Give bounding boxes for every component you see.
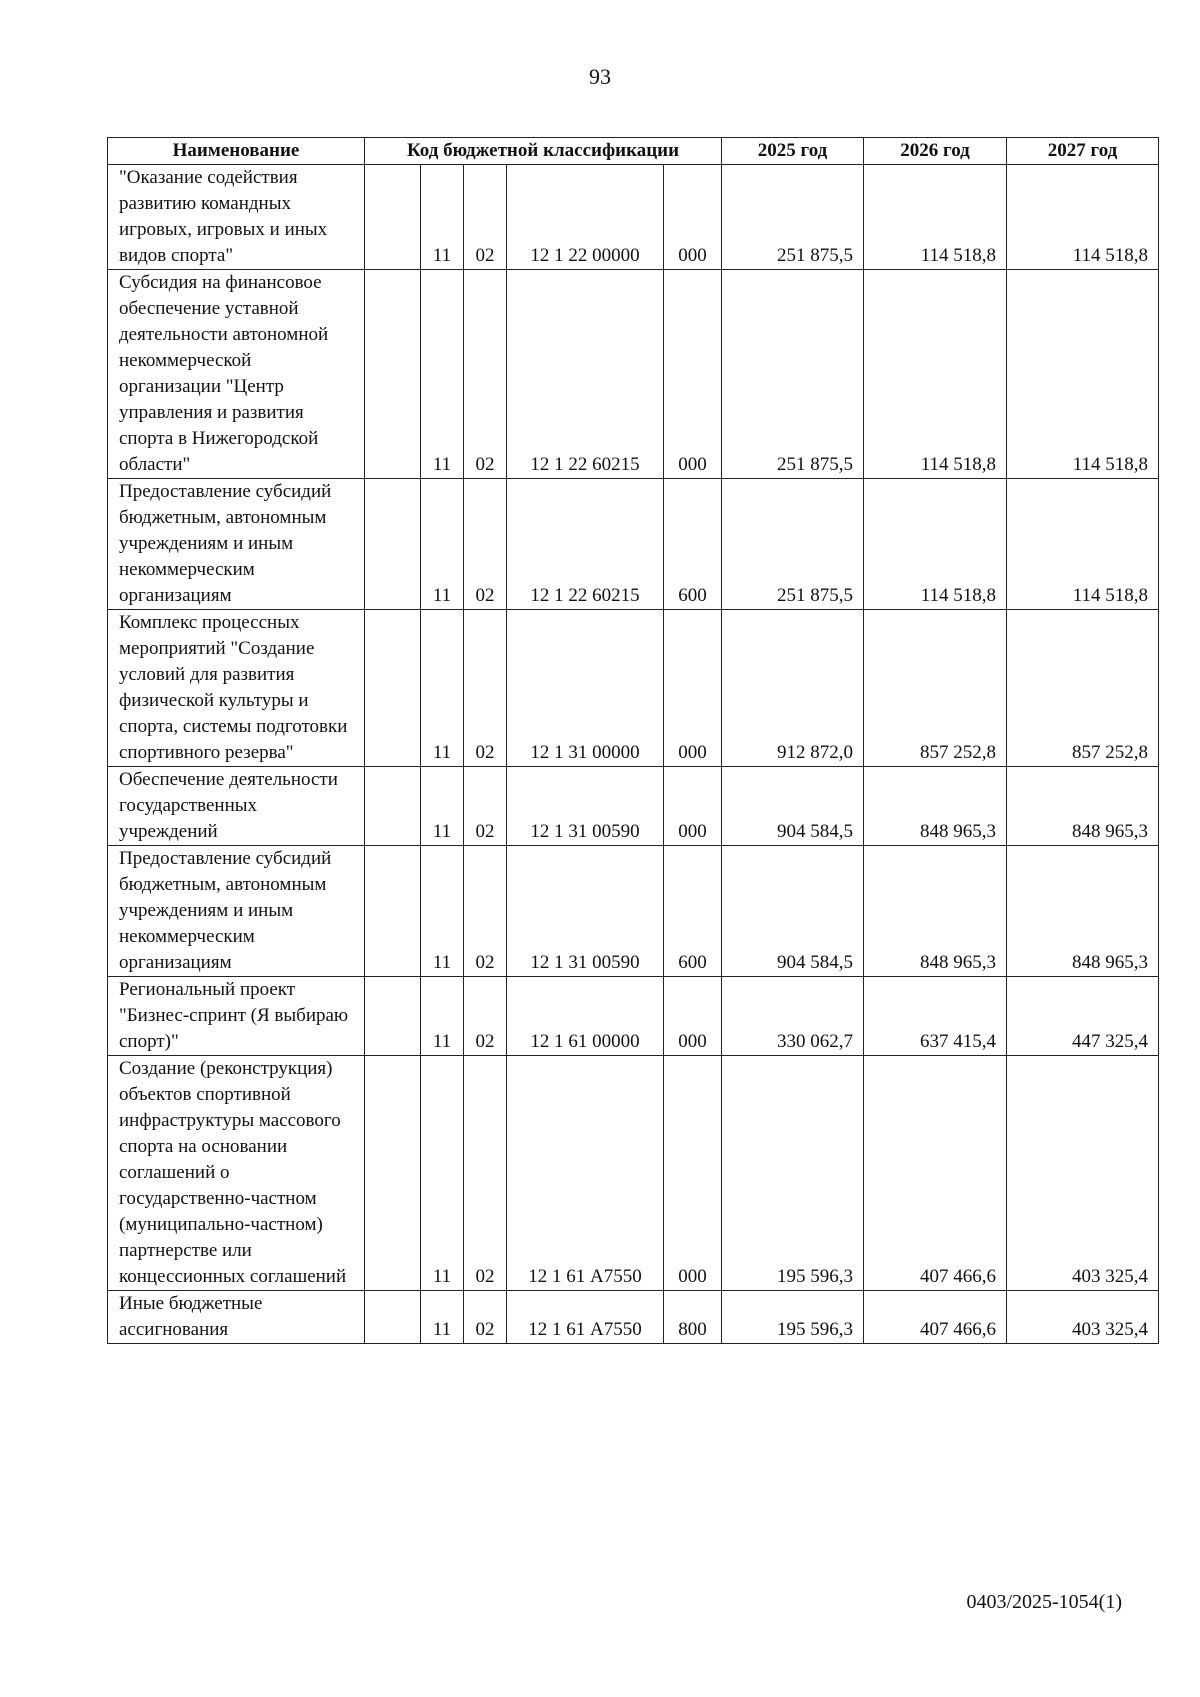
- row-section: 11: [421, 1056, 464, 1291]
- row-2026: 114 518,8: [864, 270, 1007, 479]
- row-2027: 403 325,4: [1007, 1291, 1159, 1344]
- header-name: Наименование: [108, 138, 365, 165]
- table-row: [108, 270, 1159, 479]
- row-2025: 195 596,3: [722, 1291, 864, 1344]
- row-subsection: 02: [464, 610, 507, 767]
- row-section: 11: [421, 165, 464, 270]
- row-expense-type: 600: [664, 479, 722, 610]
- table-row: [108, 1056, 1159, 1291]
- table-row: [108, 1291, 1159, 1344]
- row-empty-cell: [365, 165, 421, 270]
- row-empty-cell: [365, 977, 421, 1056]
- row-empty-cell: [365, 767, 421, 846]
- row-subsection: 02: [464, 767, 507, 846]
- row-name: Субсидия на финансовое обеспечение уставной деятельности автономной некоммерческой организации "Центр управления и развития спорта в Нижегородской области": [108, 270, 365, 479]
- row-empty-cell: [365, 846, 421, 977]
- row-2027: 848 965,3: [1007, 767, 1159, 846]
- row-2026: 407 466,6: [864, 1056, 1007, 1291]
- row-section: 11: [421, 767, 464, 846]
- row-2027: 114 518,8: [1007, 270, 1159, 479]
- table-row: [108, 846, 1159, 977]
- row-name: Предоставление субсидий бюджетным, автономным учреждениям и иным некоммерческим организациям: [108, 846, 365, 977]
- table-row: [108, 479, 1159, 610]
- table-body: [108, 165, 1159, 1344]
- table-row: [108, 767, 1159, 846]
- table-header-row: [108, 138, 1159, 165]
- row-2026: 114 518,8: [864, 479, 1007, 610]
- row-expense-type: 000: [664, 270, 722, 479]
- row-section: 11: [421, 479, 464, 610]
- row-section: 11: [421, 977, 464, 1056]
- row-2025: 904 584,5: [722, 846, 864, 977]
- row-2027: 848 965,3: [1007, 846, 1159, 977]
- row-empty-cell: [365, 479, 421, 610]
- row-2026: 857 252,8: [864, 610, 1007, 767]
- header-2027: 2027 год: [1007, 138, 1159, 165]
- row-name: Комплекс процессных мероприятий "Создание условий для развития физической культуры и спорта, системы подготовки спортивного резерва": [108, 610, 365, 767]
- row-expense-type: 000: [664, 165, 722, 270]
- row-section: 11: [421, 610, 464, 767]
- row-expense-type: 000: [664, 977, 722, 1056]
- header-2025: 2025 год: [722, 138, 864, 165]
- row-section: 11: [421, 846, 464, 977]
- row-2025: 195 596,3: [722, 1056, 864, 1291]
- row-2026: 848 965,3: [864, 846, 1007, 977]
- row-target-article: 12 1 61 А7550: [507, 1291, 664, 1344]
- row-name: Обеспечение деятельности государственных учреждений: [108, 767, 365, 846]
- row-subsection: 02: [464, 846, 507, 977]
- row-2026: 848 965,3: [864, 767, 1007, 846]
- row-2027: 857 252,8: [1007, 610, 1159, 767]
- row-subsection: 02: [464, 1291, 507, 1344]
- row-2026: 407 466,6: [864, 1291, 1007, 1344]
- row-empty-cell: [365, 610, 421, 767]
- row-subsection: 02: [464, 977, 507, 1056]
- row-2025: 912 872,0: [722, 610, 864, 767]
- row-2027: 447 325,4: [1007, 977, 1159, 1056]
- row-target-article: 12 1 22 60215: [507, 270, 664, 479]
- row-section: 11: [421, 1291, 464, 1344]
- row-target-article: 12 1 61 00000: [507, 977, 664, 1056]
- document-registration-code: 0403/2025-1054(1): [966, 1591, 1122, 1613]
- table-row: [108, 165, 1159, 270]
- page-number: 93: [589, 64, 611, 89]
- row-section: 11: [421, 270, 464, 479]
- row-target-article: 12 1 61 А7550: [507, 1056, 664, 1291]
- row-target-article: 12 1 31 00590: [507, 846, 664, 977]
- row-expense-type: 000: [664, 1056, 722, 1291]
- row-2025: 251 875,5: [722, 165, 864, 270]
- row-name: Создание (реконструкция) объектов спортивной инфраструктуры массового спорта на основании соглашений о государственно-частном (муниципально-частном) партнерстве или концессионных соглашений: [108, 1056, 365, 1291]
- row-2027: 114 518,8: [1007, 479, 1159, 610]
- row-subsection: 02: [464, 270, 507, 479]
- row-2027: 403 325,4: [1007, 1056, 1159, 1291]
- header-code: Код бюджетной классификации: [365, 138, 722, 165]
- row-2025: 251 875,5: [722, 270, 864, 479]
- table-row: [108, 977, 1159, 1056]
- row-empty-cell: [365, 1056, 421, 1291]
- row-target-article: 12 1 22 60215: [507, 479, 664, 610]
- row-subsection: 02: [464, 1056, 507, 1291]
- row-empty-cell: [365, 1291, 421, 1344]
- row-expense-type: 000: [664, 767, 722, 846]
- row-2026: 114 518,8: [864, 165, 1007, 270]
- row-empty-cell: [365, 270, 421, 479]
- header-2026: 2026 год: [864, 138, 1007, 165]
- row-2026: 637 415,4: [864, 977, 1007, 1056]
- row-2025: 330 062,7: [722, 977, 864, 1056]
- row-expense-type: 000: [664, 610, 722, 767]
- table-row: [108, 610, 1159, 767]
- row-expense-type: 600: [664, 846, 722, 977]
- row-target-article: 12 1 22 00000: [507, 165, 664, 270]
- row-name: Региональный проект "Бизнес-спринт (Я выбираю спорт)": [108, 977, 365, 1056]
- row-target-article: 12 1 31 00590: [507, 767, 664, 846]
- row-subsection: 02: [464, 479, 507, 610]
- budget-table: [107, 137, 1159, 1344]
- row-name: Предоставление субсидий бюджетным, автономным учреждениям и иным некоммерческим организациям: [108, 479, 365, 610]
- row-subsection: 02: [464, 165, 507, 270]
- row-target-article: 12 1 31 00000: [507, 610, 664, 767]
- row-name: "Оказание содействия развитию командных игровых, игровых и иных видов спорта": [108, 165, 365, 270]
- row-2025: 904 584,5: [722, 767, 864, 846]
- row-2025: 251 875,5: [722, 479, 864, 610]
- row-2027: 114 518,8: [1007, 165, 1159, 270]
- row-expense-type: 800: [664, 1291, 722, 1344]
- row-name: Иные бюджетные ассигнования: [108, 1291, 365, 1344]
